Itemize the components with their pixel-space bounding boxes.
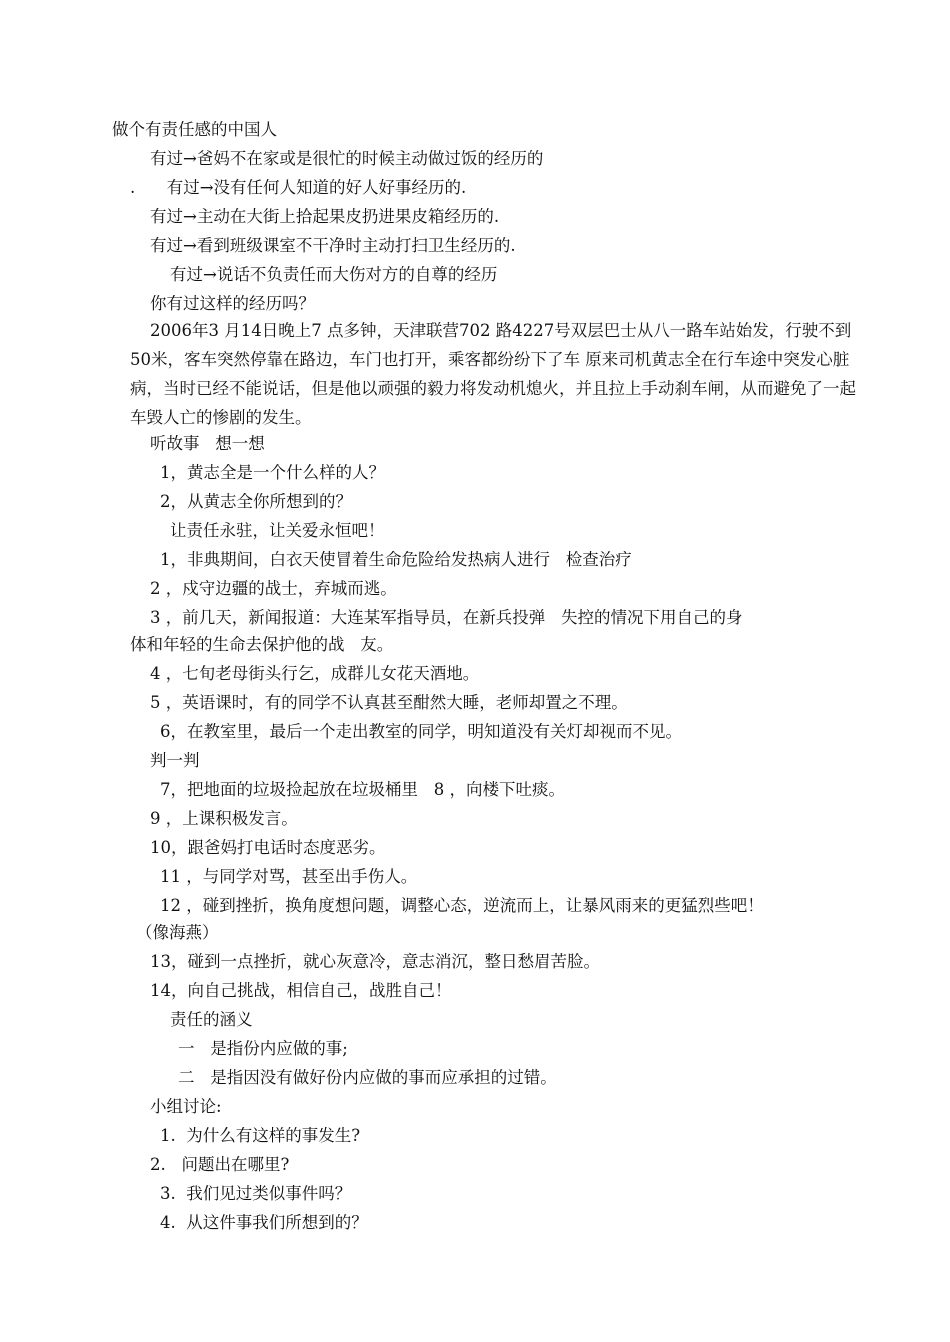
listen-heading: 听故事 想一想: [150, 434, 265, 453]
discussion-heading: 小组讨论:: [150, 1097, 222, 1116]
judge-heading: 判一判: [150, 751, 200, 770]
example-item-3-cont: 体和年轻的生命去保护他的战 友。: [130, 635, 394, 654]
experience-line-2: . 有过→没有任何人知道的好人好事经历的.: [130, 178, 467, 197]
example-item-1: 1，非典期间，白衣天使冒着生命危险给发热病人进行 检查治疗: [160, 550, 632, 569]
discussion-item-1: 1. 为什么有这样的事发生?: [160, 1126, 361, 1145]
judge-item-12-cont: （像海燕）: [136, 923, 219, 942]
experience-line-5: 有过→说话不负责任而大伤对方的自尊的经历: [170, 265, 498, 284]
judge-item-12: 12 ，碰到挫折，换角度想问题，调整心态，逆流而上，让暴风雨来的更猛烈些吧！: [160, 896, 764, 915]
discussion-item-4: 4. 从这件事我们所想到的？: [160, 1213, 368, 1232]
judge-item-11: 11 ，与同学对骂，甚至出手伤人。: [160, 867, 418, 886]
example-item-3: 3 ，前几天，新闻报道：大连某军指导员，在新兵投弹 失控的情况下用自己的身: [150, 608, 743, 627]
experience-line-4: 有过→看到班级课室不干净时主动打扫卫生经历的.: [150, 236, 516, 255]
judge-item-9: 9 ，上课积极发言。: [150, 809, 298, 828]
listen-question-2: 2，从黄志全你所想到的？: [160, 492, 352, 511]
story-paragraph: 2006年3 月14日晚上7 点多钟，天津联营702 路4227号双层巴士从八一路车站始发，行驶不到50米，客车突然停靠在路边，车门也打开，乘客都纷纷下了车 原来司机黄志全在行车途中突发心脏病，当时已经不能说话，但是他以顽强的毅力将发动机熄火，并且拉上手动刹车闸，从而避免了一起车毁人亡的惨剧的发生。: [130, 321, 856, 427]
listen-question-1: 1，黄志全是一个什么样的人？: [160, 463, 385, 482]
judge-item-7-8: 7，把地面的垃圾捡起放在垃圾桶里 8 ，向楼下吐痰。: [160, 780, 565, 799]
judge-item-13: 13，碰到一点挫折，就心灰意冷，意志消沉，整日愁眉苦脸。: [150, 952, 600, 971]
judge-item-14: 14，向自己挑战，相信自己，战胜自己！: [150, 981, 452, 1000]
example-item-6: 6，在教室里，最后一个走出教室的同学，明知道没有关灯却视而不见。: [160, 722, 682, 741]
document-title: 做个有责任感的中国人: [112, 120, 277, 139]
meaning-heading: 责任的涵义: [170, 1010, 253, 1029]
example-item-2: 2 ，戍守边疆的战士，弃城而逃。: [150, 579, 397, 598]
experience-line-1: 有过→爸妈不在家或是很忙的时候主动做过饭的经历的: [150, 149, 544, 168]
meaning-item-1: 一 是指份内应做的事;: [178, 1039, 348, 1058]
experience-question: 你有过这样的经历吗？: [150, 294, 315, 313]
experience-line-3: 有过→主动在大街上拾起果皮扔进果皮箱经历的.: [150, 207, 500, 226]
example-item-4: 4 ，七旬老母街头行乞，成群儿女花天酒地。: [150, 664, 480, 683]
judge-item-10: 10，跟爸妈打电话时态度恶劣。: [150, 838, 386, 857]
discussion-item-3: 3. 我们见过类似事件吗？: [160, 1184, 352, 1203]
meaning-item-2: 二 是指因没有做好份内应做的事而应承担的过错。: [178, 1068, 557, 1087]
slogan: 让责任永驻，让关爱永恒吧！: [170, 521, 385, 540]
example-item-5: 5 ，英语课时，有的同学不认真甚至酣然大睡，老师却置之不理。: [150, 693, 628, 712]
discussion-item-2: 2. 问题出在哪里?: [150, 1155, 290, 1174]
